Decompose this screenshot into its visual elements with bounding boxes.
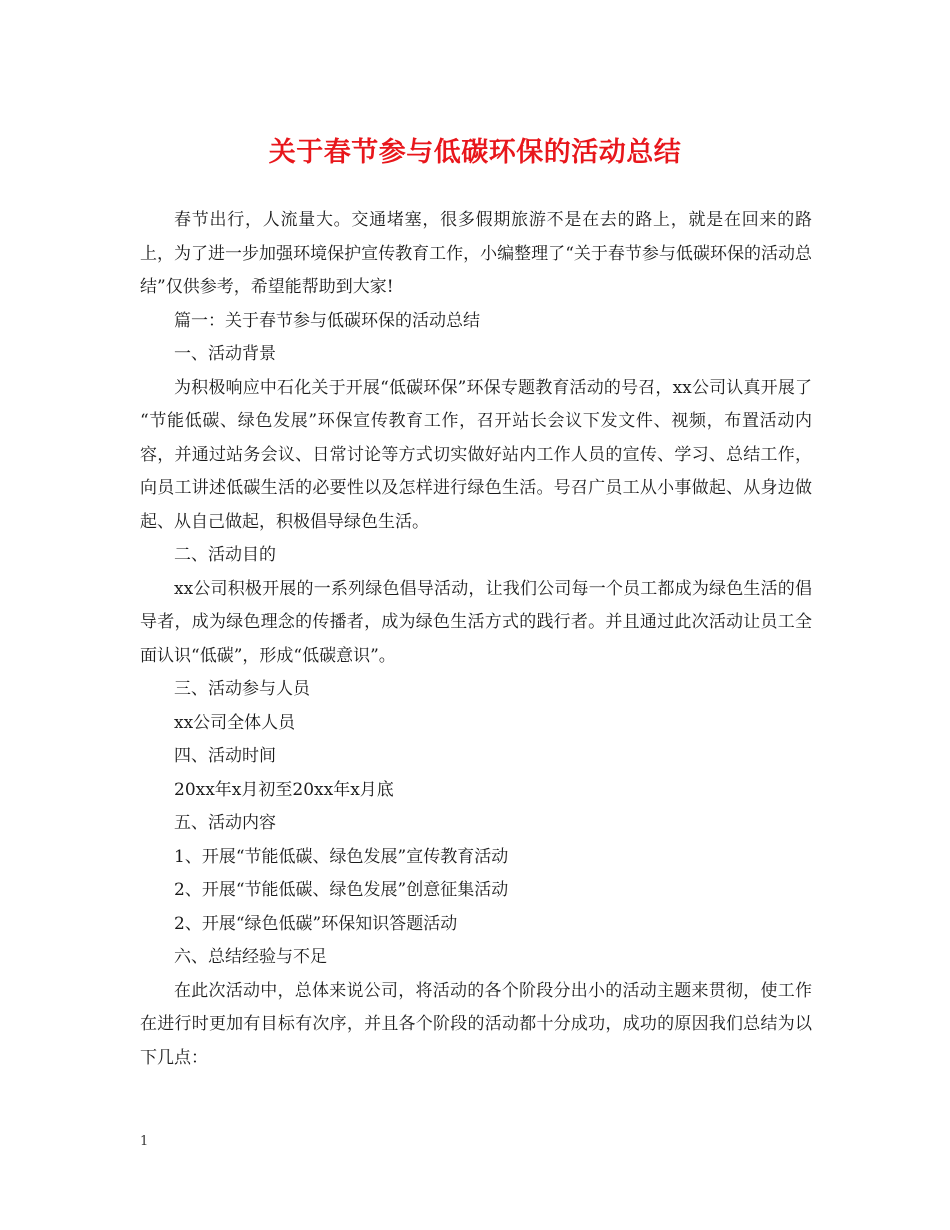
list-item-content-1: 1、开展“节能低碳、绿色发展”宣传教育活动 <box>174 846 509 867</box>
page-number: 1 <box>140 1134 149 1149</box>
section-heading-content: 五、活动内容 <box>174 813 276 833</box>
paragraph-intro: 春节出行，人流量大。交通堵塞，很多假期旅游不是在去的路上，就是在回来的路上，为了进一步加强环境保护宣传教育工作，小编整理了“关于春节参与低碳环保的活动总结”仅供参考，希望能帮助到大家! <box>140 210 812 297</box>
paragraph-time: 20xx年x月初至20xx年x月底 <box>174 779 394 800</box>
paragraph-summary: 在此次活动中，总体来说公司，将活动的各个阶段分出小的活动主题来贯彻，使工作在进行时更加有目标有次序，并且各个阶段的活动都十分成功，成功的原因我们总结为以下几点： <box>140 980 812 1068</box>
paragraph-purpose: xx公司积极开展的一系列绿色倡导活动，让我们公司每一个员工都成为绿色生活的倡导者，成为绿色理念的传播者，成为绿色生活方式的践行者。并且通过此次活动让员工全面认识“低碳”，形成“低碳意识”。 <box>140 578 812 666</box>
section-heading-time: 四、活动时间 <box>174 746 276 766</box>
paragraph-participants: xx公司全体人员 <box>174 712 296 733</box>
list-item-content-3: 2、开展“绿色低碳”环保知识答题活动 <box>174 913 458 934</box>
document-body <box>140 204 812 1075</box>
section-heading-purpose: 二、活动目的 <box>174 545 276 565</box>
section-heading-participants: 三、活动参与人员 <box>174 679 310 699</box>
section-heading-background: 一、活动背景 <box>174 344 276 364</box>
list-item-content-2: 2、开展“节能低碳、绿色发展”创意征集活动 <box>174 880 509 900</box>
paragraph-background: 为积极响应中石化关于开展“低碳环保”环保专题教育活动的号召，xx公司认真开展了 “节能低碳、绿色发展”环保宣传教育工作，召开站长会议下发文件、视频，布置活动内容，并通过站务会议、日常讨论等方式切实做好站内工作人员的宣传、学习、总结工作，向员工讲述低碳生活的必要性以及怎样进行绿色生活。号召广员工从小事做起、从身边做起、从自己做起，积极倡导绿色生活。 <box>140 377 812 532</box>
paragraph-article-heading: 篇一：关于春节参与低碳环保的活动总结 <box>174 310 480 331</box>
document-title: 关于春节参与低碳环保的活动总结 <box>268 137 682 168</box>
section-heading-summary: 六、总结经验与不足 <box>174 947 327 967</box>
